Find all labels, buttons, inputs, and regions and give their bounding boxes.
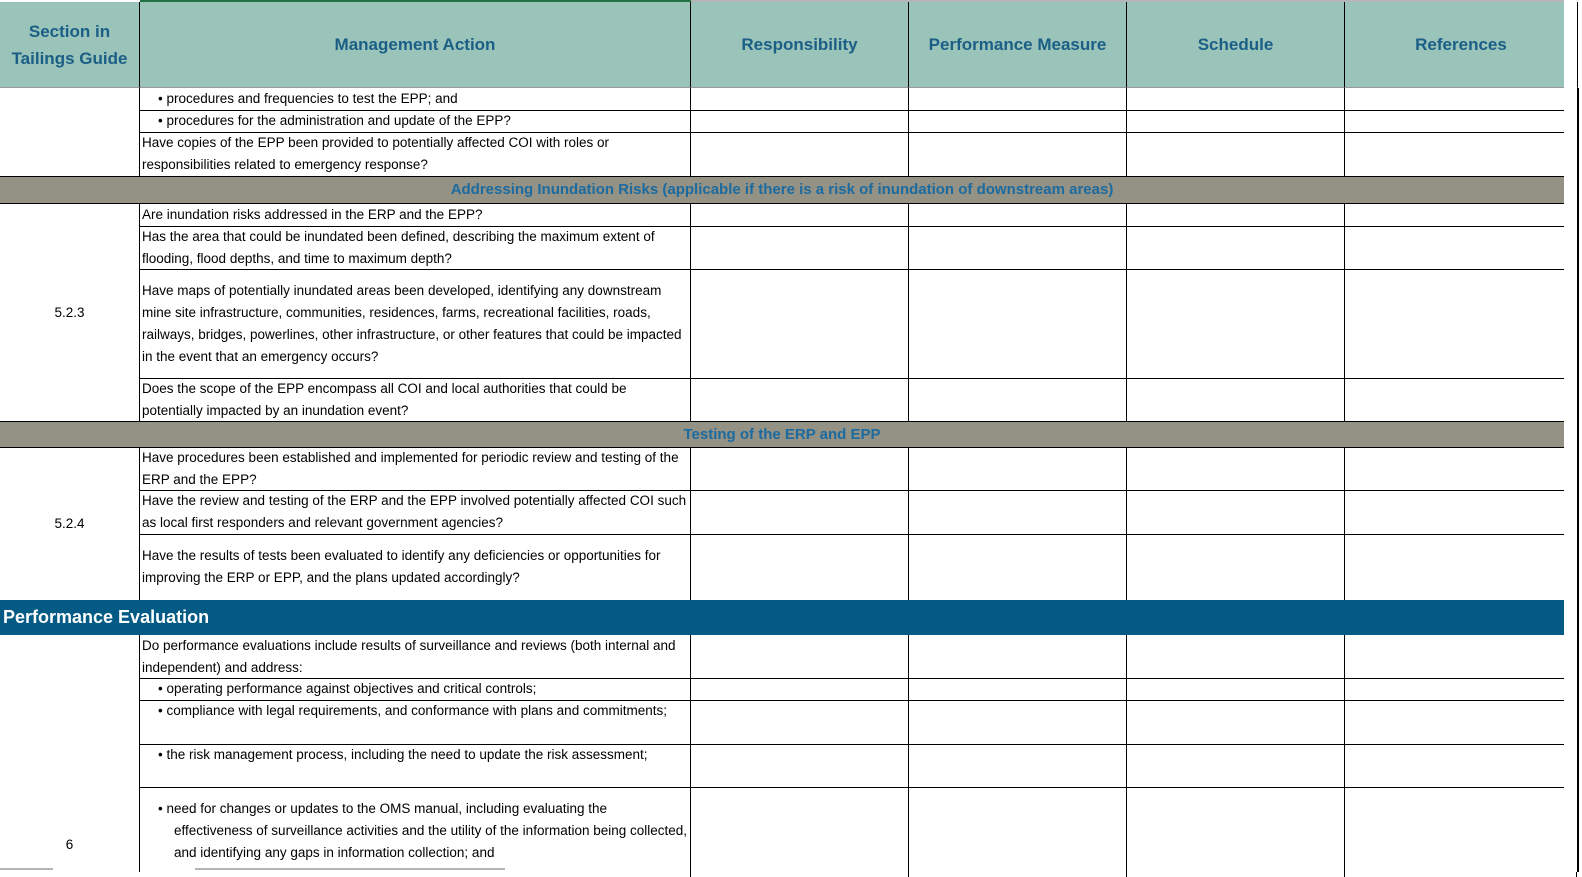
responsibility-cell[interactable] <box>691 110 909 133</box>
performance-measure-cell[interactable] <box>909 132 1127 177</box>
management-action-cell[interactable] <box>140 88 691 111</box>
performance-measure-cell[interactable] <box>909 787 1127 877</box>
performance-measure-cell[interactable] <box>909 88 1127 111</box>
action-text: • procedures and frequencies to test the EPP; and <box>158 91 458 106</box>
management-action-cell[interactable] <box>140 226 691 270</box>
schedule-cell[interactable] <box>1127 700 1345 745</box>
references-cell[interactable] <box>1345 490 1577 535</box>
schedule-cell[interactable] <box>1127 678 1345 701</box>
band-label: Performance Evaluation <box>3 607 210 627</box>
action-text: Have copies of the EPP been provided to potentially affected COI with roles or responsibilities related to emergency response? <box>142 135 610 172</box>
header-section-in-guide[interactable] <box>0 2 140 88</box>
references-cell[interactable] <box>1345 744 1577 788</box>
responsibility-cell[interactable] <box>691 204 909 227</box>
references-cell[interactable] <box>1345 204 1577 227</box>
action-text: Do performance evaluations include results of surveillance and reviews (both internal and independent) and address: <box>142 638 676 675</box>
management-action-cell[interactable] <box>140 678 691 701</box>
schedule-cell[interactable] <box>1127 490 1345 535</box>
header-management-action[interactable] <box>140 2 691 88</box>
header-label: Tailings Guide <box>11 48 128 68</box>
header-label: Management Action <box>334 35 496 54</box>
responsibility-cell[interactable] <box>691 132 909 177</box>
band-label: Addressing Inundation Risks (applicable if there is a risk of inundation of downstream areas) <box>450 181 1114 198</box>
header-performance-measure[interactable] <box>909 2 1127 88</box>
management-action-cell[interactable] <box>140 447 691 491</box>
management-action-cell[interactable] <box>140 534 691 601</box>
schedule-cell[interactable] <box>1127 378 1345 422</box>
action-text: Has the area that could be inundated been defined, describing the maximum extent of flooding, flood depths, and time to maximum depth? <box>142 229 655 266</box>
schedule-cell[interactable] <box>1127 787 1345 877</box>
references-cell[interactable] <box>1345 110 1577 133</box>
action-text: Have the review and testing of the ERP and the EPP involved potentially affected COI such as local first responders and relevant government agencies? <box>142 493 687 530</box>
management-action-cell[interactable] <box>140 110 691 133</box>
header-label: References <box>1415 35 1507 54</box>
responsibility-cell[interactable] <box>691 678 909 701</box>
management-action-cell[interactable] <box>140 787 691 877</box>
management-action-cell[interactable] <box>140 700 691 745</box>
references-cell[interactable] <box>1345 132 1577 177</box>
header-schedule[interactable] <box>1127 2 1345 88</box>
management-action-cell[interactable] <box>140 204 691 227</box>
references-cell[interactable] <box>1345 700 1577 745</box>
performance-measure-cell[interactable] <box>909 110 1127 133</box>
header-label: Responsibility <box>741 35 858 54</box>
action-text: • procedures for the administration and update of the EPP? <box>158 113 511 128</box>
responsibility-cell[interactable] <box>691 490 909 535</box>
action-text: Have maps of potentially inundated areas been developed, identifying any downstream mine site infrastructure, communities, residences, farms, recreational facilities, roads, railways, bridges, powerlines, other infrastructure, or other features that could be impacted in the event that an emergency occurs? <box>142 283 682 364</box>
references-cell[interactable] <box>1345 787 1577 877</box>
schedule-cell[interactable] <box>1127 226 1345 270</box>
sheet-margin <box>1564 0 1577 872</box>
references-cell[interactable] <box>1345 378 1577 422</box>
section-cell[interactable] <box>0 88 140 177</box>
references-cell[interactable] <box>1345 534 1577 601</box>
responsibility-cell[interactable] <box>691 226 909 270</box>
responsibility-cell[interactable] <box>691 378 909 422</box>
performance-measure-cell[interactable] <box>909 534 1127 601</box>
action-text: • compliance with legal requirements, and conformance with plans and commitments; <box>158 703 667 718</box>
responsibility-cell[interactable] <box>691 88 909 111</box>
references-cell[interactable] <box>1345 635 1577 679</box>
references-cell[interactable] <box>1345 678 1577 701</box>
performance-measure-cell[interactable] <box>909 447 1127 491</box>
table-right-border <box>1577 88 1579 872</box>
performance-measure-cell[interactable] <box>909 700 1127 745</box>
responsibility-cell[interactable] <box>691 269 909 379</box>
management-action-cell[interactable] <box>140 378 691 422</box>
schedule-cell[interactable] <box>1127 635 1345 679</box>
action-text: • operating performance against objectives and critical controls; <box>158 681 537 696</box>
schedule-cell[interactable] <box>1127 534 1345 601</box>
action-text: Have procedures been established and implemented for periodic review and testing of the ERP and the EPP? <box>142 450 679 487</box>
section-band-inundation[interactable] <box>0 176 1564 204</box>
responsibility-cell[interactable] <box>691 534 909 601</box>
section-cell-5-2-3[interactable] <box>0 204 140 422</box>
references-cell[interactable] <box>1345 88 1577 111</box>
performance-measure-cell[interactable] <box>909 204 1127 227</box>
responsibility-cell[interactable] <box>691 787 909 877</box>
management-action-cell[interactable] <box>140 490 691 535</box>
header-references[interactable] <box>1345 2 1578 88</box>
gridline <box>195 868 505 870</box>
schedule-cell[interactable] <box>1127 204 1345 227</box>
band-label: Testing of the ERP and EPP <box>683 426 881 443</box>
management-action-cell[interactable] <box>140 635 691 679</box>
section-cell-6[interactable] <box>0 635 140 872</box>
action-text: Have the results of tests been evaluated to identify any deficiencies or opportunities for improving the ERP or EPP, and the plans updated accordingly? <box>142 548 661 585</box>
gridline <box>0 868 53 870</box>
section-number: 5.2.4 <box>54 516 85 531</box>
performance-measure-cell[interactable] <box>909 378 1127 422</box>
action-text: Does the scope of the EPP encompass all COI and local authorities that could be potentially impacted by an inundation event? <box>142 381 627 418</box>
header-label: Performance Measure <box>928 35 1107 54</box>
schedule-cell[interactable] <box>1127 269 1345 379</box>
schedule-cell[interactable] <box>1127 744 1345 788</box>
header-responsibility[interactable] <box>691 2 909 88</box>
responsibility-cell[interactable] <box>691 700 909 745</box>
section-cell-5-2-4[interactable] <box>0 447 140 601</box>
section-number: 6 <box>65 837 74 852</box>
responsibility-cell[interactable] <box>691 447 909 491</box>
schedule-cell[interactable] <box>1127 110 1345 133</box>
references-cell[interactable] <box>1345 447 1577 491</box>
performance-measure-cell[interactable] <box>909 744 1127 788</box>
responsibility-cell[interactable] <box>691 635 909 679</box>
performance-measure-cell[interactable] <box>909 678 1127 701</box>
action-text: • the risk management process, including the need to update the risk assessment; <box>158 747 648 762</box>
responsibility-cell[interactable] <box>691 744 909 788</box>
header-label: Section in <box>28 21 111 41</box>
management-action-cell[interactable] <box>140 269 691 379</box>
section-band-testing[interactable] <box>0 421 1564 448</box>
performance-evaluation-band[interactable] <box>0 600 1564 635</box>
references-cell[interactable] <box>1345 269 1577 379</box>
schedule-cell[interactable] <box>1127 88 1345 111</box>
action-text: Are inundation risks addressed in the ERP and the EPP? <box>142 207 483 222</box>
references-cell[interactable] <box>1345 226 1577 270</box>
performance-measure-cell[interactable] <box>909 490 1127 535</box>
management-action-cell[interactable] <box>140 132 691 177</box>
performance-measure-cell[interactable] <box>909 635 1127 679</box>
performance-measure-cell[interactable] <box>909 269 1127 379</box>
action-text: • need for changes or updates to the OMS manual, including evaluating the effectiveness of surveillance activities and the utility of the information being collected, and identifying any gaps in information collection; and <box>158 801 688 860</box>
schedule-cell[interactable] <box>1127 132 1345 177</box>
header-label: Schedule <box>1197 35 1274 54</box>
performance-measure-cell[interactable] <box>909 226 1127 270</box>
management-action-cell[interactable] <box>140 744 691 788</box>
schedule-cell[interactable] <box>1127 447 1345 491</box>
section-number: 5.2.3 <box>54 305 85 320</box>
